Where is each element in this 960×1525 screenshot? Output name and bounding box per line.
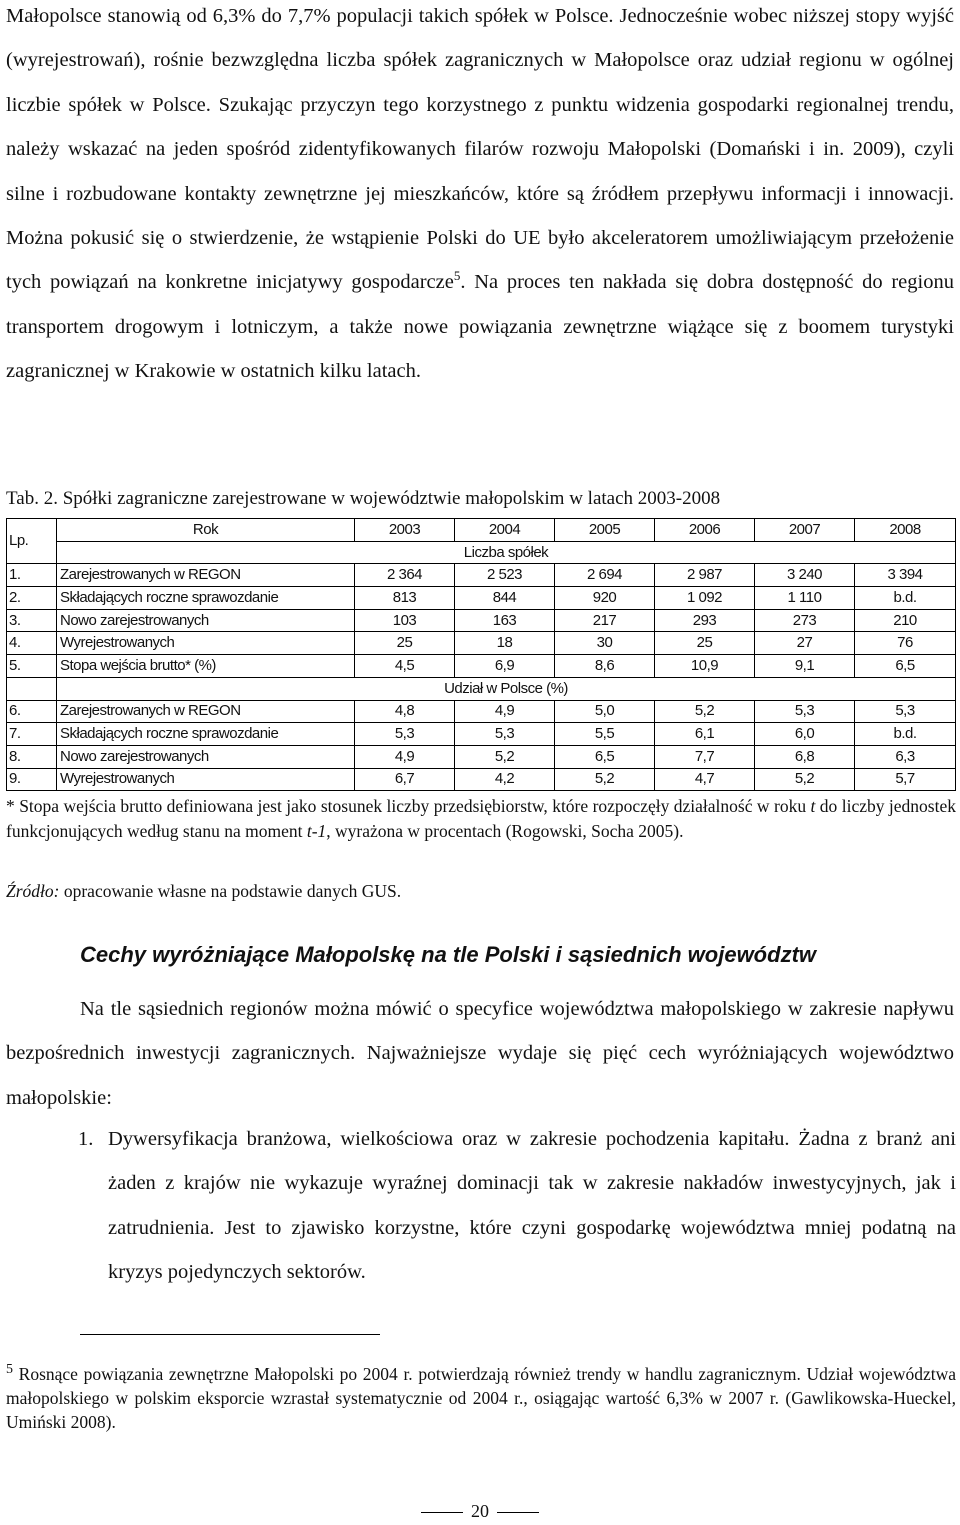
intro-paragraph: Na tle sąsiednich regionów można mówić o specyfice województwa małopolskiego w zakresie napływu bezpośrednich inwestycji zagranicznych. Najważniejsze wydaje się pięć cech wyróżniających województwo małopolskie: [6,998,954,1109]
value-cell: 5,3 [455,723,555,746]
footnote-separator [80,1334,380,1335]
value-cell: 844 [455,587,555,610]
value-cell: 2 523 [455,564,555,587]
year-header-cell: 2007 [755,519,855,542]
value-cell: 6,9 [455,655,555,678]
value-cell: 2 987 [655,564,755,587]
value-cell: 813 [355,587,455,610]
year-header-cell: 2004 [455,519,555,542]
row-number-cell: 9. [7,768,57,791]
page-number-dash-right [497,1512,539,1513]
value-cell: 217 [555,609,655,632]
value-cell: 4,5 [355,655,455,678]
row-number-cell: 2. [7,587,57,610]
table-row [7,609,956,632]
data-table [6,518,956,791]
value-cell: 3 240 [755,564,855,587]
value-cell: 6,5 [855,655,956,678]
value-cell: 30 [555,632,655,655]
row-label-cell: Składających roczne sprawozdanie [57,587,355,610]
table-row [7,632,956,655]
value-cell: 6,1 [655,723,755,746]
row-label-cell: Stopa wejścia brutto* (%) [57,655,355,678]
source-line [6,878,401,904]
value-cell: 920 [555,587,655,610]
table-row [7,723,956,746]
value-cell: 27 [755,632,855,655]
table-row [7,564,956,587]
footnote-number: 5 [6,1362,13,1378]
value-cell: 5,2 [655,700,755,723]
section-label-cell: Udział w Polsce (%) [57,677,956,700]
value-cell: 210 [855,609,956,632]
value-cell: 293 [655,609,755,632]
row-label-cell: Nowo zarejestrowanych [57,609,355,632]
table-row [7,700,956,723]
row-label-cell: Zarejestrowanych w REGON [57,700,355,723]
table-section-row [7,541,956,564]
table-row [7,587,956,610]
value-cell: 273 [755,609,855,632]
table-row [7,655,956,678]
table-row [7,768,956,791]
year-header-cell: 2006 [655,519,755,542]
footnote [6,1362,956,1434]
row-number-cell: 7. [7,723,57,746]
value-cell: 7,7 [655,745,755,768]
row-number-cell: 8. [7,745,57,768]
footnote-text: Rosnące powiązania zewnętrzne Małopolski po 2004 r. potwierdzają również trendy w handlu zagranicznym. Udział województwa małopolskiego w polskim eksporcie wzrastał systematycznie od 2004 r., osiągając wartość 6,3% w 2007 r. (Gawlikowska-Hueckel, Umiński 2008). [6,1364,956,1432]
table-header-row [7,519,956,542]
list-item-text: Dywersyfikacja branżowa, wielkościowa oraz w zakresie pochodzenia kapitału. Żadna z branż ani żaden z krajów nie wykazuje wyraźnej dominacji tak w zakresie nakładów inwestycyjnych, jak i zatrudnienia. Jest to zjawisko korzystne, które czyni gospodarkę województwa mniej podatną na kryzys pojedynczych sektorów. [108,1128,956,1284]
value-cell: 25 [355,632,455,655]
value-cell: 3 394 [855,564,956,587]
value-cell: 2 694 [555,564,655,587]
page-number-dash-left [421,1512,463,1513]
value-cell: 4,9 [355,745,455,768]
list-item [78,1117,956,1295]
value-cell: 76 [855,632,956,655]
row-label-cell: Wyrejestrowanych [57,632,355,655]
row-number-cell: 1. [7,564,57,587]
value-cell: 6,5 [555,745,655,768]
value-cell: 10,9 [655,655,755,678]
value-cell: 5,3 [855,700,956,723]
value-cell: 18 [455,632,555,655]
value-cell: 4,8 [355,700,455,723]
row-label-cell: Nowo zarejestrowanych [57,745,355,768]
row-number-cell: 5. [7,655,57,678]
body-text: Małopolsce stanowią od 6,3% do 7,7% populacji takich spółek w Polsce. Jednocześnie wobec niższej stopy wyjść (wyrejestrowań), rośnie bezwzględna liczba spółek zagranicznych w Małopolsce oraz udział regionu w ogólnej liczbie spółek w Polsce. Szukając przyczyn tego korzystnego z punktu widzenia gospodarki regionalnej trendu, należy wskazać na jeden spośród zidentyfikowanych filarów rozwoju Małopolski (Domański i in. 2009), czyli silne i rozbudowane kontakty zewnętrzne jej mieszkańców, które są źródłem przepływu informacji i innowacji. Można pokusić się o stwierdzenie, że wstąpienie Polski do UE było akceleratorem umożliwiającym przełożenie tych powiązań na konkretne inicjatywy gospodarcze [6,5,954,294]
value-cell: 5,0 [555,700,655,723]
year-header-cell: 2008 [855,519,956,542]
year-header-cell: 2005 [555,519,655,542]
value-cell: 4,9 [455,700,555,723]
value-cell: b.d. [855,587,956,610]
value-cell: 6,8 [755,745,855,768]
rok-label-cell: Rok [57,519,355,542]
value-cell: 6,3 [855,745,956,768]
row-label-cell: Składających roczne sprawozdanie [57,723,355,746]
table-body [7,519,956,791]
value-cell: b.d. [855,723,956,746]
value-cell: 5,5 [555,723,655,746]
year-header-cell: 2003 [355,519,455,542]
value-cell: 6,0 [755,723,855,746]
value-cell: 25 [655,632,755,655]
list-item-number: 1. [78,1128,94,1150]
value-cell: 5,7 [855,768,956,791]
table-row [7,745,956,768]
body-text-continued: . Na proces ten nakłada się dobra dostępność do regionu transportem drogowym i lotniczym, a także nowe powiązania zewnętrzne wiążące się z boomem turystyki zagranicznej w Krakowie w ostatnich kilku latach. [6,271,954,383]
value-cell: 4,2 [455,768,555,791]
value-cell: 5,2 [455,745,555,768]
value-cell: 1 110 [755,587,855,610]
value-cell: 5,3 [355,723,455,746]
value-cell: 5,2 [555,768,655,791]
value-cell: 2 364 [355,564,455,587]
value-cell: 103 [355,609,455,632]
row-number-cell: 3. [7,609,57,632]
footnote-reference[interactable]: 5 [453,268,461,284]
table-note [6,794,956,844]
page-number-text: 20 [471,1501,489,1521]
value-cell: 163 [455,609,555,632]
note-italic-t1: t-1 [306,821,327,841]
row-number-cell: 4. [7,632,57,655]
table-section-row [7,677,956,700]
value-cell: 1 092 [655,587,755,610]
section-heading: Cechy wyróżniające Małopolskę na tle Polski i sąsiednich województw [80,942,817,967]
lp-header-cell: Lp. [7,519,57,564]
note-italic-t: t [810,796,816,816]
source-label: Źródło: [6,881,60,901]
note-text-c: , wyrażona w procentach (Rogowski, Socha 2005). [326,821,684,841]
note-asterisk: * [6,796,15,816]
body-paragraph [6,0,954,394]
value-cell: 5,2 [755,768,855,791]
table-caption: Tab. 2. Spółki zagraniczne zarejestrowane w województwie małopolskim w latach 2003-2008 [6,488,721,509]
empty-lp-cell [7,677,57,700]
value-cell: 4,7 [655,768,755,791]
section-label-cell: Liczba spółek [57,541,956,564]
value-cell: 5,3 [755,700,855,723]
row-label-cell: Wyrejestrowanych [57,768,355,791]
source-text: opracowanie własne na podstawie danych GUS. [59,881,402,901]
value-cell: 6,7 [355,768,455,791]
note-text: Stopa wejścia brutto definiowana jest jako stosunek liczby przedsiębiorstw, które rozpoczęły działalność w roku [19,796,811,816]
page-number [0,1500,960,1522]
value-cell: 8,6 [555,655,655,678]
value-cell: 9,1 [755,655,855,678]
row-number-cell: 6. [7,700,57,723]
note-text-b: do liczby jednostek funkcjonujących według stanu na moment [6,796,956,841]
row-label-cell: Zarejestrowanych w REGON [57,564,355,587]
